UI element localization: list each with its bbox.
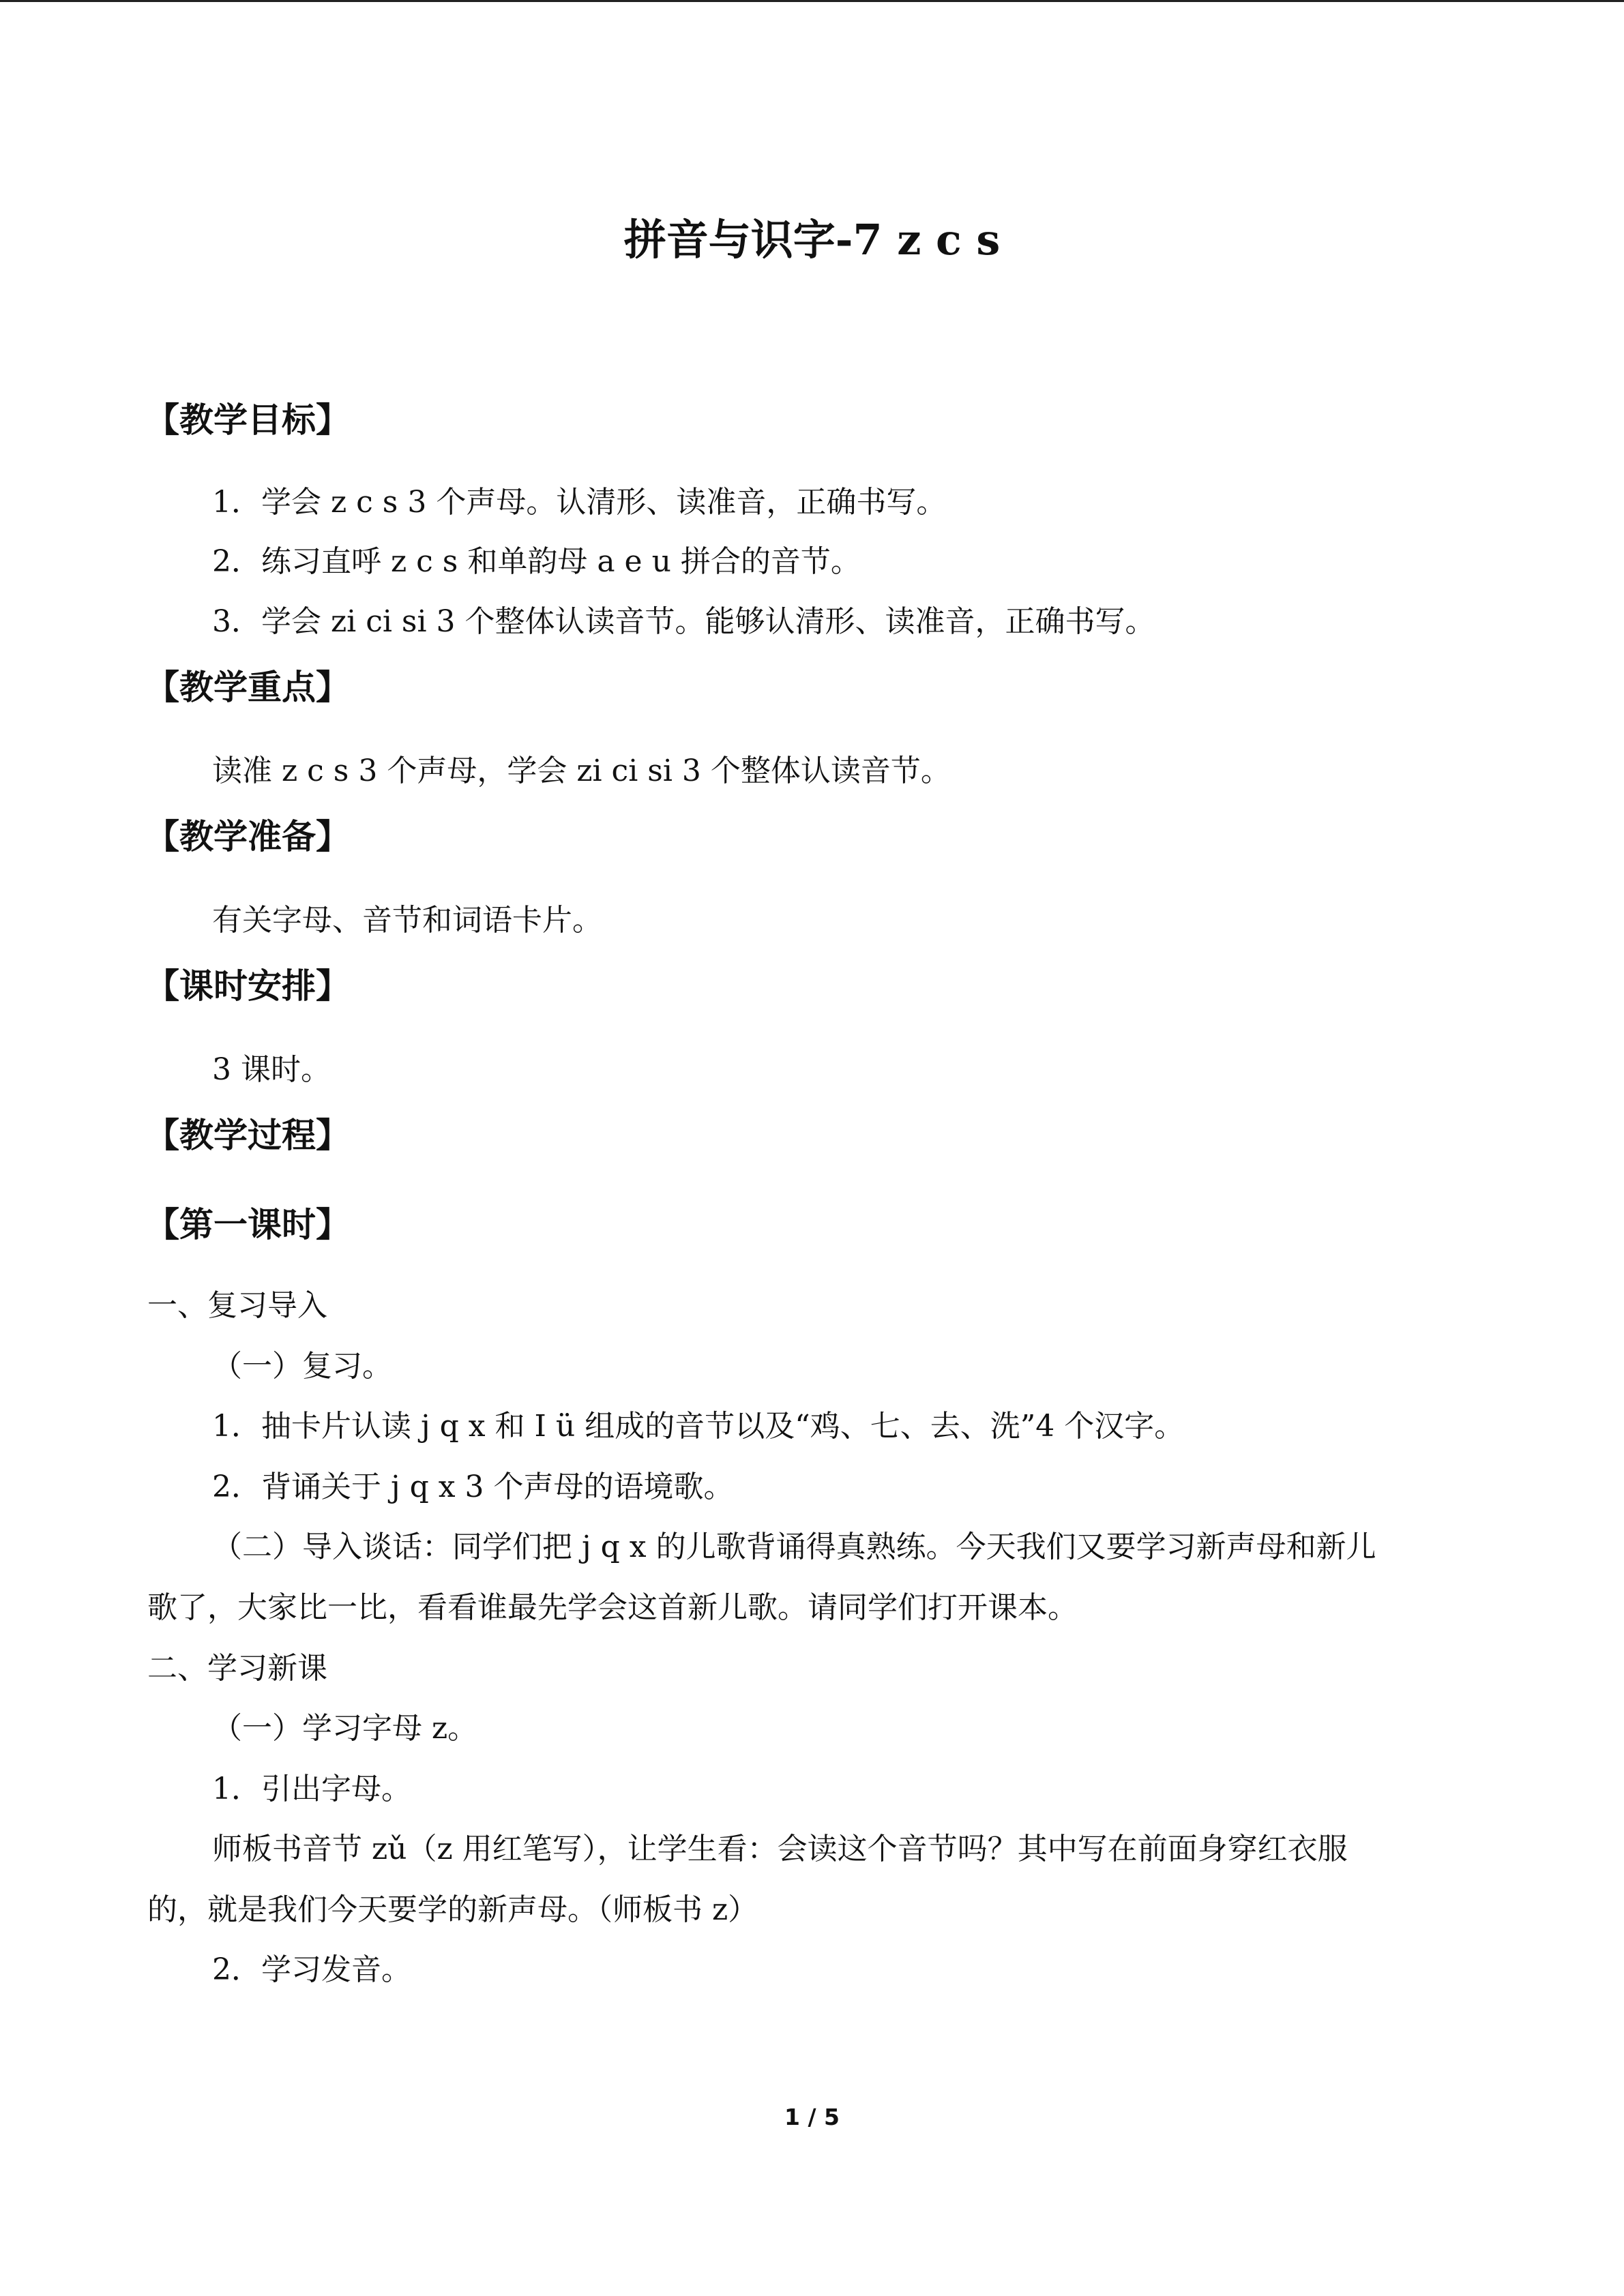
heading-schedule: 【课时安排】 bbox=[145, 966, 350, 1006]
page-title: 拼音与识字-7 z c s bbox=[623, 215, 1001, 265]
lesson1-line-10: 师板书音节 zǔ（z 用红笔写），让学生看：会读这个音节吗？其中写在前面身穿红衣服 bbox=[212, 1832, 1348, 1866]
lesson1-line-3: 1．抽卡片认读 j q x 和 I ü 组成的音节以及“鸡、七、去、洗”4 个汉字。 bbox=[212, 1409, 1185, 1444]
preparation-text: 有关字母、音节和词语卡片。 bbox=[212, 903, 602, 938]
objective-item-2: 2．练习直呼 z c s 和单韵母 a e u 拼合的音节。 bbox=[212, 544, 861, 579]
lesson1-line-8: （一）学习字母 z。 bbox=[212, 1711, 478, 1746]
objective-item-3: 3．学会 zi ci si 3 个整体认读音节。能够认清形、读准音，正确书写。 bbox=[212, 604, 1155, 639]
heading-process: 【教学过程】 bbox=[145, 1116, 350, 1155]
lesson1-line-9: 1．引出字母。 bbox=[212, 1772, 411, 1806]
lesson1-line-2: （一）复习。 bbox=[212, 1349, 392, 1384]
schedule-text: 3 课时。 bbox=[212, 1052, 331, 1087]
lesson1-line-7: 二、学习新课 bbox=[147, 1651, 327, 1686]
lesson1-line-11: 的，就是我们今天要学的新声母。（师板书 z） bbox=[147, 1892, 758, 1927]
lesson1-line-4: 2．背诵关于 j q x 3 个声母的语境歌。 bbox=[212, 1470, 734, 1504]
page-top-border bbox=[0, 0, 1624, 2]
lesson1-line-12: 2．学习发音。 bbox=[212, 1952, 411, 1987]
heading-key-points: 【教学重点】 bbox=[145, 668, 350, 707]
lesson1-line-5: （二）导入谈话：同学们把 j q x 的儿歌背诵得真熟练。今天我们又要学习新声母和新儿 bbox=[212, 1530, 1376, 1564]
heading-objectives: 【教学目标】 bbox=[145, 400, 350, 440]
lesson1-line-6: 歌了，大家比一比，看看谁最先学会这首新儿歌。请同学们打开课本。 bbox=[147, 1590, 1078, 1625]
key-points-text: 读准 z c s 3 个声母，学会 zi ci si 3 个整体认读音节。 bbox=[212, 754, 951, 788]
lesson1-line-1: 一、复习导入 bbox=[147, 1288, 327, 1323]
heading-lesson-1: 【第一课时】 bbox=[145, 1205, 350, 1244]
page-number: 1 / 5 bbox=[784, 2104, 840, 2130]
objective-item-1: 1．学会 z c s 3 个声母。认清形、读准音，正确书写。 bbox=[212, 485, 947, 520]
heading-preparation: 【教学准备】 bbox=[145, 817, 350, 856]
